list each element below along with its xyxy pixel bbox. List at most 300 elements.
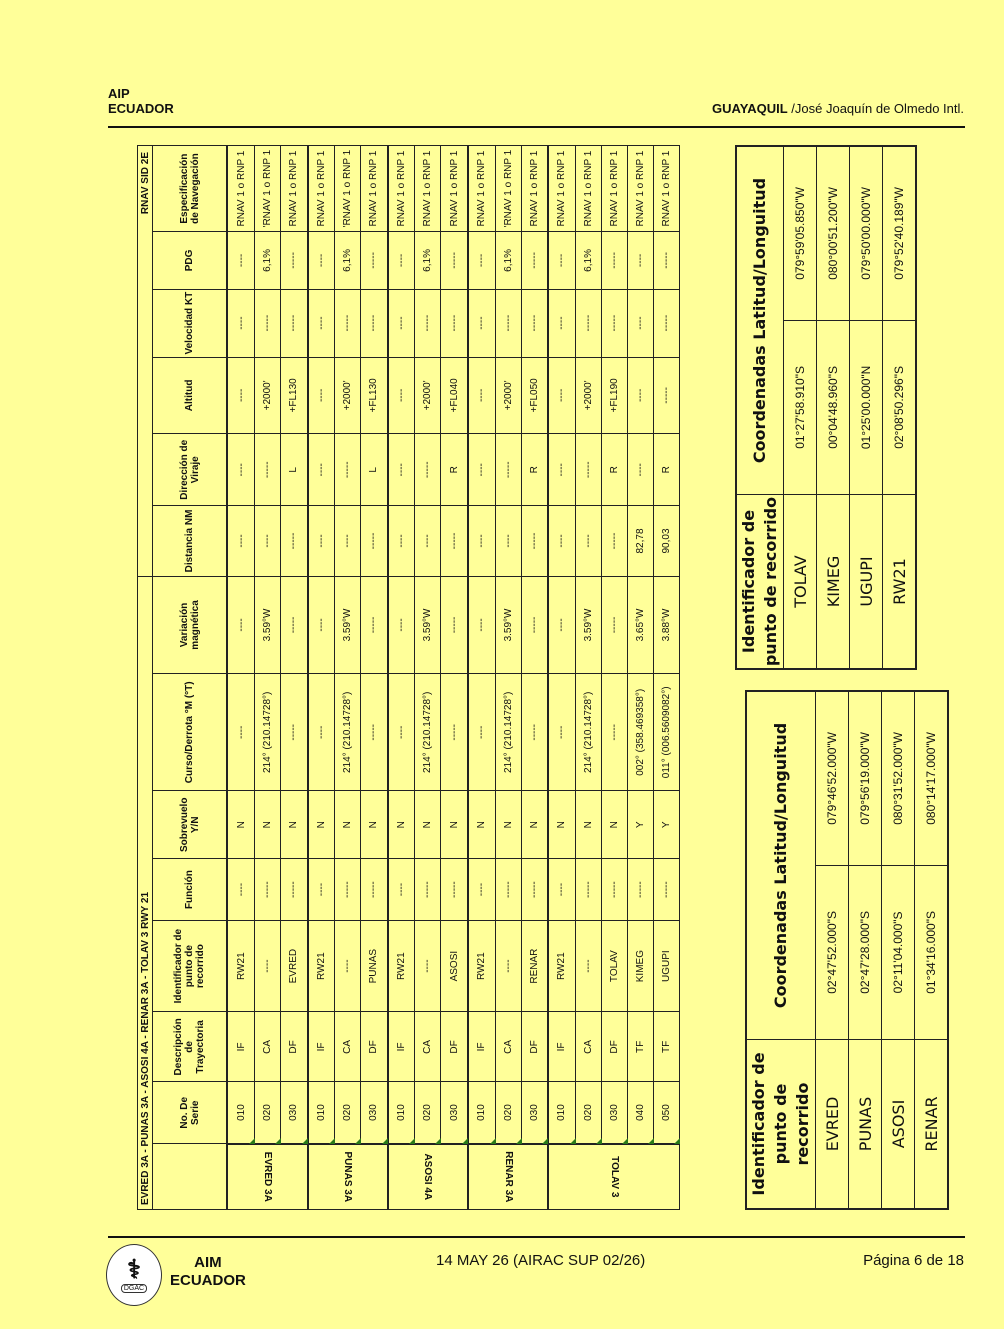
- table-cell: -----: [601, 576, 627, 674]
- table-cell: 6,1%: [415, 232, 441, 289]
- table-row: [280, 146, 307, 1210]
- table-cell: -----: [601, 859, 627, 921]
- latitude: 02°47'28.000"S: [849, 865, 882, 1039]
- table-cell: -----: [361, 506, 388, 576]
- table-cell: -----: [280, 289, 307, 357]
- table-cell: ----: [227, 232, 254, 289]
- table-cell: ----: [254, 920, 280, 1011]
- column-header: Descripción de Trayectoria: [153, 1012, 228, 1082]
- table-cell: 214° (210.14728°): [335, 674, 361, 791]
- table-cell: -----: [441, 289, 468, 357]
- table-cell: 030: [361, 1082, 388, 1144]
- table-cell: DF: [361, 1012, 388, 1082]
- table-cell: -----: [280, 576, 307, 674]
- table-row: [575, 146, 601, 1210]
- table-cell: ----: [415, 920, 441, 1011]
- coord-header-row: [746, 691, 816, 1209]
- table-cell: 'RNAV 1 o RNP 1: [254, 146, 280, 232]
- table-cell: ----: [335, 506, 361, 576]
- table-row: [227, 146, 254, 1210]
- table-cell: -----: [653, 289, 679, 357]
- procedure-name-cell: [308, 1144, 388, 1210]
- table-cell: 'RNAV 1 o RNP 1: [495, 146, 521, 232]
- longitude: 079°52'40.189"W: [883, 146, 917, 320]
- table-cell: 6,1%: [495, 232, 521, 289]
- table-cell: +2000': [575, 357, 601, 434]
- table-cell: -----: [335, 859, 361, 921]
- table-cell: IF: [227, 1012, 254, 1082]
- table-cell: 3.88°W: [653, 576, 679, 674]
- table-cell: -----: [361, 859, 388, 921]
- longitude: 079°59'05.850"W: [784, 146, 817, 320]
- table-cell: ----: [548, 289, 575, 357]
- table-cell: 010: [468, 1082, 495, 1144]
- table-cell: -----: [361, 232, 388, 289]
- table-cell: RNAV 1 o RNP 1: [280, 146, 307, 232]
- table-cell: 020: [495, 1082, 521, 1144]
- table-cell: -----: [575, 859, 601, 921]
- table-cell: N: [388, 791, 415, 859]
- table-cell: -----: [254, 859, 280, 921]
- table-cell: -----: [627, 859, 653, 921]
- table-cell: 010: [548, 1082, 575, 1144]
- table-cell: 050: [653, 1082, 679, 1144]
- table-cell: N: [521, 791, 548, 859]
- waypoint-id: RW21: [883, 495, 917, 669]
- table-cell: 90,03: [653, 506, 679, 576]
- table-cell: -----: [575, 289, 601, 357]
- longitude: 079°50'00.000"W: [850, 146, 883, 320]
- column-header: Identificador de punto de recorrido: [153, 920, 228, 1011]
- table-cell: ----: [627, 357, 653, 434]
- table-cell: EVRED: [280, 920, 307, 1011]
- latitude: 02°11'04.000"S: [882, 865, 915, 1039]
- coord-row: [850, 146, 883, 669]
- table-cell: ----: [227, 434, 254, 506]
- dgac-logo: [106, 1244, 162, 1306]
- latitude: 01°25'00.000"N: [850, 320, 883, 494]
- table-cell: CA: [415, 1012, 441, 1082]
- table-cell: ----: [227, 506, 254, 576]
- table-cell: -----: [415, 859, 441, 921]
- procedure-name-cell: [227, 1144, 307, 1210]
- table-cell: -----: [441, 232, 468, 289]
- table-cell: -----: [361, 576, 388, 674]
- table-cell: ----: [308, 232, 335, 289]
- table-cell: IF: [388, 1012, 415, 1082]
- procedure-name: ASOSI 4A: [422, 1153, 434, 1201]
- table-cell: -----: [521, 674, 548, 791]
- table-cell: ----: [388, 289, 415, 357]
- table-cell: IF: [468, 1012, 495, 1082]
- table-cell: ----: [468, 674, 495, 791]
- table-cell: N: [361, 791, 388, 859]
- waypoint-coordinates-table-2: [735, 145, 910, 670]
- table-cell: RNAV 1 o RNP 1: [227, 146, 254, 232]
- table-cell: TF: [653, 1012, 679, 1082]
- table-cell: ----: [468, 289, 495, 357]
- coord-row: [816, 691, 849, 1209]
- table-cell: ----: [227, 289, 254, 357]
- column-header-row: [153, 146, 228, 1210]
- table-cell: L: [280, 434, 307, 506]
- table-cell: R: [521, 434, 548, 506]
- table-cell: RNAV 1 o RNP 1: [308, 146, 335, 232]
- table-cell: ----: [227, 859, 254, 921]
- table-cell: IF: [548, 1012, 575, 1082]
- dgac-logo-text: DGAC: [121, 1284, 147, 1293]
- table-cell: RW21: [548, 920, 575, 1011]
- effective-date: 14 MAY 26 (AIRAC SUP 02/26): [436, 1252, 646, 1269]
- table-cell: N: [468, 791, 495, 859]
- table-cell: 3.59°W: [575, 576, 601, 674]
- table-cell: 020: [415, 1082, 441, 1144]
- table-cell: -----: [335, 434, 361, 506]
- table-cell: RNAV 1 o RNP 1: [441, 146, 468, 232]
- table-cell: DF: [521, 1012, 548, 1082]
- procedure-name-cell: [468, 1144, 548, 1210]
- table-row: [254, 146, 280, 1210]
- table-cell: RNAV 1 o RNP 1: [388, 146, 415, 232]
- table-cell: 030: [601, 1082, 627, 1144]
- footer-divider: [108, 1236, 965, 1238]
- table-cell: DF: [280, 1012, 307, 1082]
- waypoint-id: TOLAV: [784, 495, 817, 669]
- table-cell: RW21: [227, 920, 254, 1011]
- sid-type: RNAV SID 2E: [138, 146, 153, 577]
- table-cell: -----: [601, 506, 627, 576]
- table-cell: N: [548, 791, 575, 859]
- table-cell: 6,1%: [335, 232, 361, 289]
- coord-header-row: [736, 146, 784, 669]
- table-cell: 020: [575, 1082, 601, 1144]
- table-cell: 3.59°W: [415, 576, 441, 674]
- table-cell: ----: [548, 859, 575, 921]
- latitude: 02°08'50.296"S: [883, 320, 917, 494]
- table-cell: 214° (210.14728°): [495, 674, 521, 791]
- table-cell: 010: [308, 1082, 335, 1144]
- airport-title: [712, 101, 964, 116]
- table-cell: -----: [361, 289, 388, 357]
- table-cell: +FL040: [441, 357, 468, 434]
- table-row: [521, 146, 548, 1210]
- table-cell: ASOSI: [441, 920, 468, 1011]
- table-cell: RNAV 1 o RNP 1: [468, 146, 495, 232]
- sid-procedure-table: [137, 145, 680, 1210]
- table-cell: ----: [227, 357, 254, 434]
- table-cell: -----: [280, 674, 307, 791]
- table-cell: -----: [653, 859, 679, 921]
- column-header: Curso/Derrota °M (°T): [153, 674, 228, 791]
- table-cell: CA: [254, 1012, 280, 1082]
- procedure-name: RENAR 3A: [502, 1151, 514, 1203]
- table-cell: N: [495, 791, 521, 859]
- table-row: [335, 146, 361, 1210]
- table-cell: N: [601, 791, 627, 859]
- column-header: Especificación de Navegación: [153, 146, 228, 232]
- table-row: [627, 146, 653, 1210]
- table-cell: 6,1%: [254, 232, 280, 289]
- airport-name: /José Joaquín de Olmedo Intl.: [787, 101, 964, 116]
- table-cell: +FL130: [280, 357, 307, 434]
- table-cell: 020: [335, 1082, 361, 1144]
- latitude: 00°04'48.960"S: [817, 320, 850, 494]
- waypoint-coordinates-table-1: [745, 690, 941, 1210]
- table-cell: 3.59°W: [495, 576, 521, 674]
- table-cell: -----: [415, 434, 441, 506]
- coordinates-header: Coordenadas Latitud/Longuitud: [736, 146, 784, 495]
- column-header: Variación magnética: [153, 576, 228, 674]
- table-cell: N: [575, 791, 601, 859]
- table-cell: -----: [441, 576, 468, 674]
- waypoint-id: RENAR: [915, 1039, 949, 1209]
- table-cell: ----: [388, 674, 415, 791]
- table-cell: R: [653, 434, 679, 506]
- table-cell: 3.65°W: [627, 576, 653, 674]
- waypoint-id-header: Identificador de punto de recorrido: [746, 1039, 816, 1209]
- procedure-name: EVRED 3A: [261, 1151, 273, 1202]
- table-cell: +FL050: [521, 357, 548, 434]
- table-cell: R: [601, 434, 627, 506]
- longitude: 080°00'51.200"W: [817, 146, 850, 320]
- procedure-name: PUNAS 3A: [342, 1151, 354, 1203]
- table-cell: +2000': [254, 357, 280, 434]
- table-cell: RNAV 1 o RNP 1: [627, 146, 653, 232]
- table-cell: UGUPI: [653, 920, 679, 1011]
- table-cell: RNAV 1 o RNP 1: [575, 146, 601, 232]
- table-cell: +2000': [415, 357, 441, 434]
- table-cell: +2000': [335, 357, 361, 434]
- table-cell: 3.59°W: [254, 576, 280, 674]
- aim-ecuador-label: [170, 1254, 246, 1290]
- table-cell: ----: [548, 232, 575, 289]
- table-row: [308, 146, 335, 1210]
- table-cell: -----: [601, 232, 627, 289]
- table-cell: 010: [388, 1082, 415, 1144]
- latitude: 01°34'16.000"S: [915, 865, 949, 1039]
- table-cell: ----: [468, 434, 495, 506]
- table-cell: CA: [575, 1012, 601, 1082]
- table-cell: 214° (210.14728°): [575, 674, 601, 791]
- table-cell: -----: [601, 674, 627, 791]
- table-cell: -----: [521, 289, 548, 357]
- table-cell: 030: [521, 1082, 548, 1144]
- table-cell: ----: [227, 576, 254, 674]
- table-cell: ----: [308, 859, 335, 921]
- table-cell: -----: [280, 506, 307, 576]
- table-cell: 3.59°W: [335, 576, 361, 674]
- table-cell: KIMEG: [627, 920, 653, 1011]
- table-cell: -----: [441, 506, 468, 576]
- table-cell: 214° (210.14728°): [415, 674, 441, 791]
- table-cell: ----: [548, 576, 575, 674]
- table-cell: CA: [335, 1012, 361, 1082]
- table-cell: -----: [254, 434, 280, 506]
- table-cell: RNAV 1 o RNP 1: [361, 146, 388, 232]
- waypoint-id: UGUPI: [850, 495, 883, 669]
- waypoint-id: ASOSI: [882, 1039, 915, 1209]
- table-cell: DF: [601, 1012, 627, 1082]
- table-cell: RW21: [308, 920, 335, 1011]
- latitude: 02°47'52.000"S: [816, 865, 849, 1039]
- table-cell: ----: [627, 232, 653, 289]
- table-cell: ----: [468, 859, 495, 921]
- table-cell: ----: [495, 506, 521, 576]
- table-cell: -----: [495, 434, 521, 506]
- column-header: Función: [153, 859, 228, 921]
- table-cell: -----: [335, 289, 361, 357]
- table-cell: 030: [441, 1082, 468, 1144]
- table-cell: ----: [254, 506, 280, 576]
- table-cell: N: [415, 791, 441, 859]
- table-cell: -----: [361, 674, 388, 791]
- table-cell: ----: [468, 576, 495, 674]
- table-row: [361, 146, 388, 1210]
- column-header: Velocidad KT: [153, 289, 228, 357]
- table-cell: ----: [575, 920, 601, 1011]
- table-cell: -----: [495, 289, 521, 357]
- table-cell: 040: [627, 1082, 653, 1144]
- table-row: [601, 146, 627, 1210]
- table-cell: R: [441, 434, 468, 506]
- table-cell: ----: [627, 434, 653, 506]
- column-header: Dirección de Viraje: [153, 434, 228, 506]
- table-cell: ----: [468, 506, 495, 576]
- table-cell: -----: [415, 289, 441, 357]
- table-cell: ----: [308, 357, 335, 434]
- table-cell: ----: [468, 232, 495, 289]
- table-cell: 82,78: [627, 506, 653, 576]
- table-row: [415, 146, 441, 1210]
- table-cell: 020: [254, 1082, 280, 1144]
- waypoint-id: EVRED: [816, 1039, 849, 1209]
- table-row: [388, 146, 415, 1210]
- table-cell: ----: [548, 506, 575, 576]
- procedure-name-cell: [388, 1144, 468, 1210]
- table-cell: RNAV 1 o RNP 1: [653, 146, 679, 232]
- table-cell: N: [227, 791, 254, 859]
- table-cell: N: [254, 791, 280, 859]
- table-cell: CA: [495, 1012, 521, 1082]
- header-divider: [108, 126, 965, 128]
- column-header: Sobrevuelo Y/N: [153, 791, 228, 859]
- dgac-emblem-icon: ⚕: [126, 1255, 142, 1285]
- table-title-row: [138, 146, 153, 1210]
- airport-city: GUAYAQUIL: [712, 101, 788, 116]
- table-cell: +2000': [495, 357, 521, 434]
- table-cell: PUNAS: [361, 920, 388, 1011]
- longitude: 080°14'17.000"W: [915, 691, 949, 865]
- table-cell: 6,1%: [575, 232, 601, 289]
- procedure-name-cell: [548, 1144, 679, 1210]
- table-cell: ----: [548, 674, 575, 791]
- table-cell: ----: [335, 920, 361, 1011]
- table-cell: RNAV 1 o RNP 1: [415, 146, 441, 232]
- table-cell: -----: [521, 232, 548, 289]
- table-cell: -----: [495, 859, 521, 921]
- table-row: [468, 146, 495, 1210]
- table-cell: 030: [280, 1082, 307, 1144]
- page-number: Página 6 de 18: [863, 1252, 964, 1269]
- table-cell: ----: [308, 289, 335, 357]
- table-cell: DF: [441, 1012, 468, 1082]
- longitude: 080°31'52.000"W: [882, 691, 915, 865]
- table-cell: 'RNAV 1 o RNP 1: [335, 146, 361, 232]
- table-cell: N: [441, 791, 468, 859]
- waypoint-id-header: Identificador de punto de recorrido: [736, 495, 784, 669]
- table-cell: ----: [388, 357, 415, 434]
- table-cell: ----: [548, 434, 575, 506]
- table-cell: Y: [653, 791, 679, 859]
- table-cell: ----: [308, 506, 335, 576]
- aim-label: AIM: [194, 1254, 222, 1271]
- table-cell: ----: [468, 357, 495, 434]
- table-cell: -----: [653, 232, 679, 289]
- table-cell: ----: [308, 576, 335, 674]
- table-cell: IF: [308, 1012, 335, 1082]
- table-cell: -----: [521, 576, 548, 674]
- table-cell: ----: [495, 920, 521, 1011]
- table-cell: -----: [521, 859, 548, 921]
- table-cell: -----: [280, 232, 307, 289]
- longitude: 079°56'19.000"W: [849, 691, 882, 865]
- table-cell: RNAV 1 o RNP 1: [548, 146, 575, 232]
- table-cell: ----: [627, 289, 653, 357]
- waypoint-id: PUNAS: [849, 1039, 882, 1209]
- column-header: Altitud: [153, 357, 228, 434]
- longitude: 079°46'52.000"W: [816, 691, 849, 865]
- coord-row: [883, 146, 917, 669]
- coord-row: [849, 691, 882, 1209]
- table-cell: ----: [388, 859, 415, 921]
- waypoint-id: KIMEG: [817, 495, 850, 669]
- table-cell: N: [335, 791, 361, 859]
- table-cell: RW21: [468, 920, 495, 1011]
- table-cell: ----: [388, 506, 415, 576]
- latitude: 01°27'58.910"S: [784, 320, 817, 494]
- table-cell: -----: [575, 434, 601, 506]
- coord-row: [784, 146, 817, 669]
- table-cell: ----: [415, 506, 441, 576]
- table-cell: +FL190: [601, 357, 627, 434]
- ecuador-label: ECUADOR: [170, 1272, 246, 1289]
- table-cell: -----: [601, 289, 627, 357]
- table-cell: ----: [308, 674, 335, 791]
- table-cell: -----: [280, 859, 307, 921]
- table-cell: -----: [254, 289, 280, 357]
- table-cell: -----: [653, 357, 679, 434]
- table-cell: ----: [227, 674, 254, 791]
- table-cell: -----: [441, 859, 468, 921]
- table-row: [548, 146, 575, 1210]
- sid-procedure-table-container: [137, 145, 680, 1210]
- coord-row: [817, 146, 850, 669]
- table-cell: +FL130: [361, 357, 388, 434]
- table-cell: -----: [441, 674, 468, 791]
- table-cell: L: [361, 434, 388, 506]
- table-cell: 002° (358.469358°): [627, 674, 653, 791]
- table-row: [653, 146, 679, 1210]
- table-cell: TF: [627, 1012, 653, 1082]
- table-cell: ----: [388, 232, 415, 289]
- table-row: [441, 146, 468, 1210]
- column-header: Distancia NM: [153, 506, 228, 576]
- procedure-column-header: [153, 1144, 228, 1210]
- coord-row: [882, 691, 915, 1209]
- table-cell: ----: [388, 576, 415, 674]
- table-cell: ----: [575, 506, 601, 576]
- table-cell: Y: [627, 791, 653, 859]
